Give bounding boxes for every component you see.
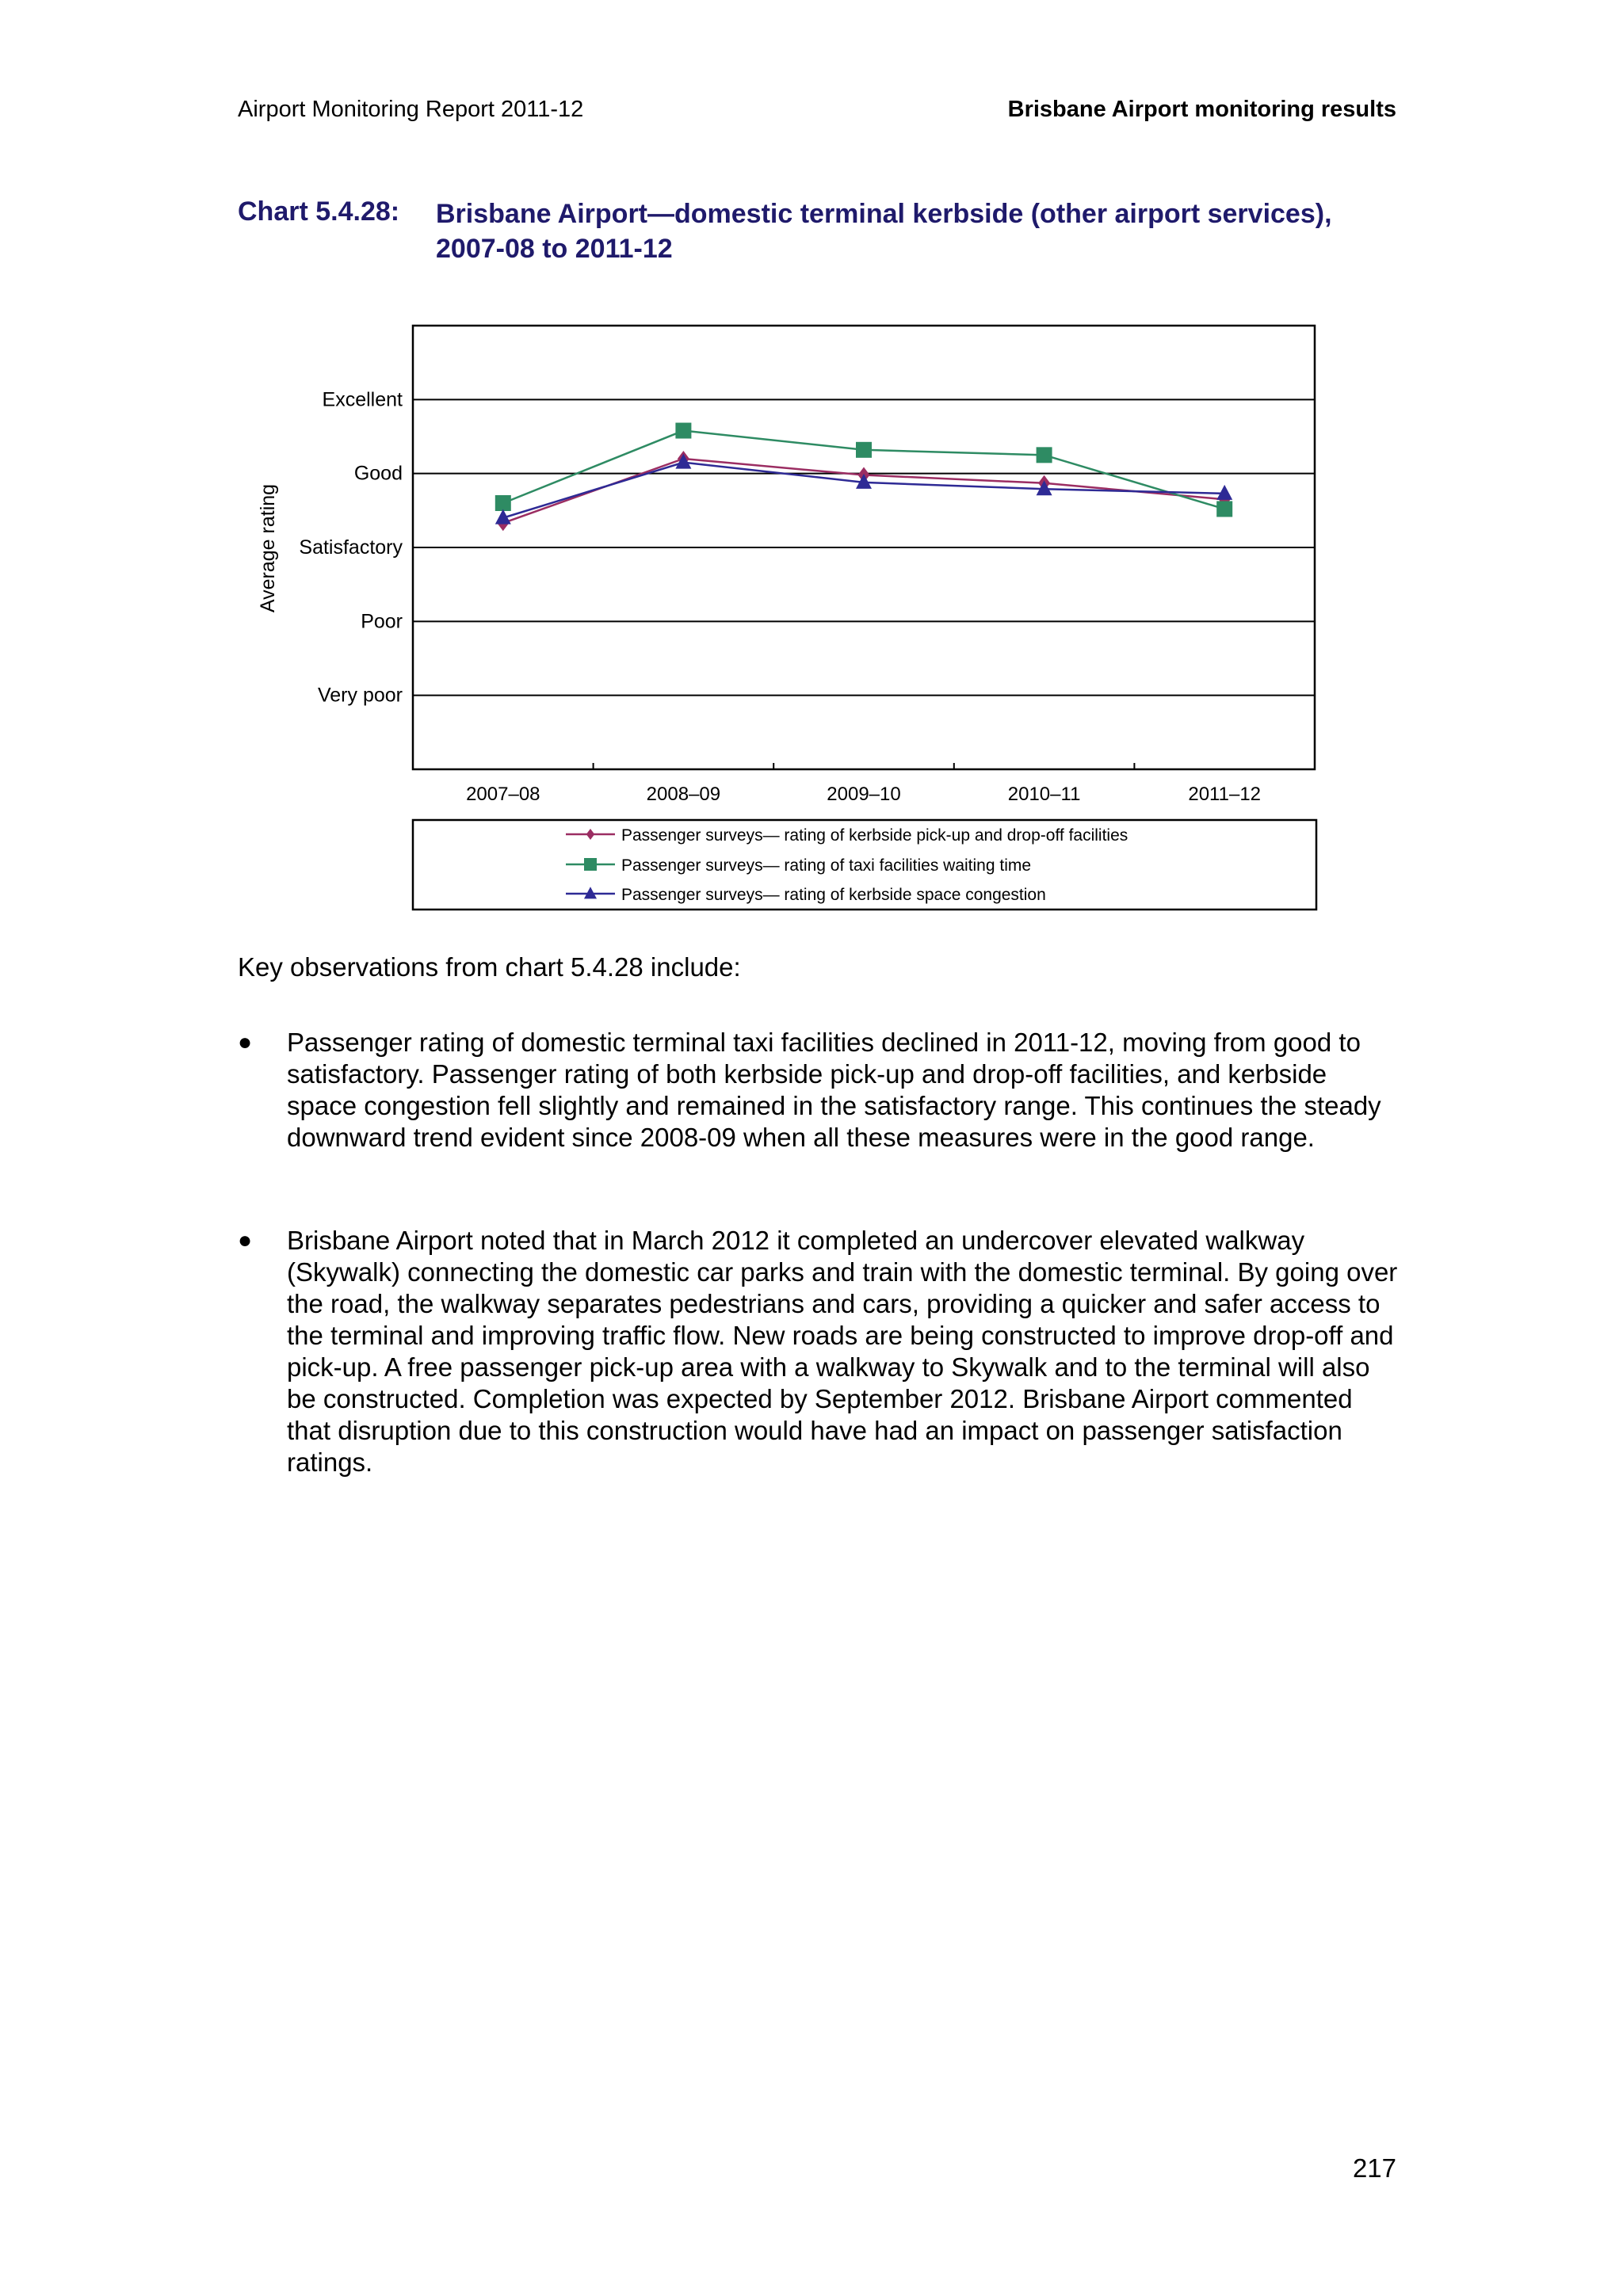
x-tick-label: 2009–10: [827, 784, 901, 805]
observation-text: Brisbane Airport noted that in March 2012 it completed an undercover elevated walkway (Skywalk) connecting the domestic car parks and train with the domestic terminal. By going over the road, the walkway separates pedestrians and cars, providing a quicker and safer access to the terminal and improving traffic flow. New roads are being constructed to improve drop-off and pick-up. A free passenger pick-up area with a walkway to Skywalk and to the terminal will also be constructed. Completion was expected by September 2012. Brisbane Airport commented that disruption due to this construction would have had an impact on passenger satisfaction ratings.: [287, 1226, 1398, 1477]
legend-label: Passenger surveys— rating of kerbside pick-up and drop-off facilities: [621, 826, 1128, 845]
data-point-square: [1216, 501, 1232, 517]
x-tick-label: 2007–08: [466, 784, 540, 805]
data-point-square: [675, 423, 691, 439]
x-tick-label: 2008–09: [646, 784, 721, 805]
line-chart: [0, 0, 1623, 935]
data-point-square: [1037, 447, 1052, 463]
page-number: 217: [1352, 2153, 1396, 2183]
observation-text: Passenger rating of domestic terminal taxi facilities declined in 2011-12, moving from good to satisfactory. Passenger rating of both kerbside pick-up and drop-off facilities, and kerbside space congestion fell slightly and remained in the satisfactory range. This continues the steady downward trend evident since 2008-09 when all these measures were in the good range.: [287, 1028, 1381, 1152]
legend-label: Passenger surveys— rating of taxi facilities waiting time: [621, 856, 1032, 875]
chart-number: Chart 5.4.28:: [238, 196, 400, 227]
legend-label: Passenger surveys— rating of kerbside space congestion: [621, 886, 1046, 904]
bullet-icon: ●: [238, 1227, 253, 1253]
legend-square-icon: [584, 858, 597, 871]
data-point-triangle: [1216, 485, 1232, 500]
report-title: Airport Monitoring Report 2011-12: [238, 97, 584, 122]
y-tick-label: Excellent: [322, 388, 403, 411]
x-tick-label: 2010–11: [1007, 784, 1081, 805]
x-tick-label: 2011–12: [1188, 784, 1262, 805]
data-point-square: [856, 442, 872, 458]
y-tick-label: Very poor: [317, 684, 403, 707]
bullet-icon: ●: [238, 1029, 253, 1055]
observations-intro: Key observations from chart 5.4.28 include:: [238, 952, 741, 982]
data-point-square: [495, 495, 511, 511]
observation-bullet-2: [238, 1225, 1403, 1478]
y-tick-label: Satisfactory: [299, 536, 403, 559]
y-tick-label: Good: [353, 462, 403, 485]
legend-diamond-icon: [586, 829, 595, 840]
observation-bullet-1: [238, 1027, 1403, 1154]
y-axis-title: Average rating: [257, 483, 279, 613]
section-title: Brisbane Airport monitoring results: [1007, 97, 1396, 122]
y-tick-label: Poor: [361, 610, 403, 633]
chart-title: Brisbane Airport—domestic terminal kerbside (other airport services), 2007-08 to 2011-12: [436, 199, 1332, 264]
